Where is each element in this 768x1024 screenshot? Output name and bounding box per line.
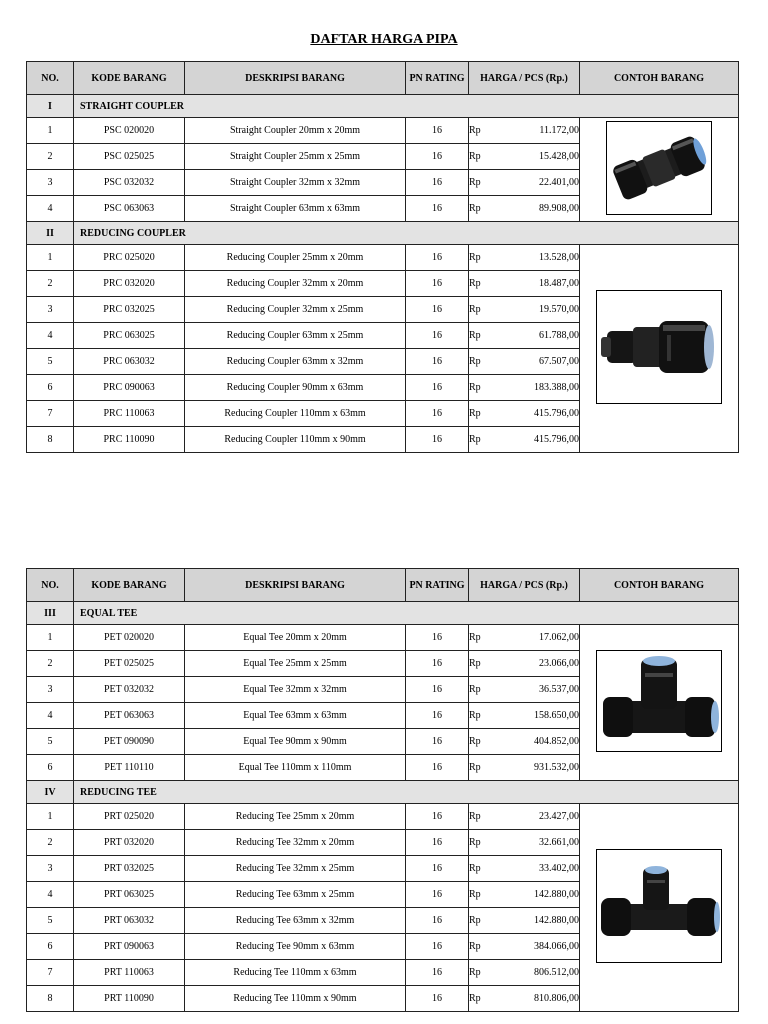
item-price (469, 651, 580, 677)
item-code: PSC 025025 (74, 144, 185, 170)
item-price (469, 144, 580, 170)
item-description: Reducing Coupler 110mm x 90mm (185, 427, 406, 453)
item-code: PET 110110 (74, 755, 185, 781)
item-description: Straight Coupler 32mm x 32mm (185, 170, 406, 196)
item-description: Reducing Coupler 32mm x 20mm (185, 271, 406, 297)
section-header (27, 781, 739, 804)
item-pn-rating: 16 (406, 703, 469, 729)
table-header (27, 569, 739, 602)
item-price (469, 118, 580, 144)
item-description: Equal Tee 110mm x 110mm (185, 755, 406, 781)
currency-label: Rp (469, 710, 481, 721)
item-code: PRC 032020 (74, 271, 185, 297)
price-amount: 806.512,00 (534, 967, 579, 978)
section-title: REDUCING COUPLER (74, 222, 739, 245)
item-no: 7 (27, 960, 74, 986)
item-no: 2 (27, 144, 74, 170)
item-price (469, 625, 580, 651)
item-pn-rating: 16 (406, 245, 469, 271)
item-description: Reducing Tee 90mm x 63mm (185, 934, 406, 960)
item-code: PRT 110063 (74, 960, 185, 986)
item-no: 3 (27, 856, 74, 882)
item-price (469, 986, 580, 1012)
item-code: PRC 032025 (74, 297, 185, 323)
section-title: EQUAL TEE (74, 602, 739, 625)
price-amount: 23.066,00 (539, 658, 579, 669)
price-amount: 19.570,00 (539, 304, 579, 315)
price-amount: 23.427,00 (539, 811, 579, 822)
item-code: PET 020020 (74, 625, 185, 651)
col-header-no: NO. (27, 62, 74, 95)
currency-label: Rp (469, 941, 481, 952)
item-code: PRC 110090 (74, 427, 185, 453)
item-price (469, 271, 580, 297)
item-price (469, 427, 580, 453)
item-pn-rating: 16 (406, 882, 469, 908)
equal-tee-icon (596, 650, 722, 752)
currency-label: Rp (469, 658, 481, 669)
item-price (469, 729, 580, 755)
price-amount: 15.428,00 (539, 151, 579, 162)
item-price (469, 856, 580, 882)
straight-coupler-icon (606, 121, 712, 215)
item-code: PET 025025 (74, 651, 185, 677)
item-no: 4 (27, 882, 74, 908)
item-description: Equal Tee 25mm x 25mm (185, 651, 406, 677)
item-price (469, 677, 580, 703)
col-header-pn-rating: PN RATING (406, 62, 469, 95)
sample-image-cell (580, 118, 739, 222)
item-code: PRT 063025 (74, 882, 185, 908)
item-pn-rating: 16 (406, 856, 469, 882)
item-price (469, 245, 580, 271)
item-description: Reducing Tee 110mm x 90mm (185, 986, 406, 1012)
item-no: 4 (27, 196, 74, 222)
item-code: PSC 063063 (74, 196, 185, 222)
item-no: 4 (27, 323, 74, 349)
item-price (469, 934, 580, 960)
item-price (469, 830, 580, 856)
col-header-description: DESKRIPSI BARANG (185, 62, 406, 95)
item-code: PRC 110063 (74, 401, 185, 427)
item-description: Reducing Coupler 110mm x 63mm (185, 401, 406, 427)
price-amount: 183.388,00 (534, 382, 579, 393)
item-code: PRT 032020 (74, 830, 185, 856)
item-pn-rating: 16 (406, 651, 469, 677)
price-amount: 11.172,00 (539, 125, 579, 136)
price-amount: 142.880,00 (534, 889, 579, 900)
section-title: REDUCING TEE (74, 781, 739, 804)
item-code: PSC 032032 (74, 170, 185, 196)
price-amount: 142.880,00 (534, 915, 579, 926)
item-description: Reducing Tee 32mm x 20mm (185, 830, 406, 856)
currency-label: Rp (469, 434, 481, 445)
item-description: Equal Tee 32mm x 32mm (185, 677, 406, 703)
section-number: IV (27, 781, 74, 804)
item-price (469, 703, 580, 729)
item-no: 7 (27, 401, 74, 427)
price-amount: 810.806,00 (534, 993, 579, 1004)
table-row (27, 118, 739, 144)
col-header-price: HARGA / PCS (Rp.) (469, 569, 580, 602)
col-header-price: HARGA / PCS (Rp.) (469, 62, 580, 95)
item-description: Reducing Tee 63mm x 32mm (185, 908, 406, 934)
price-amount: 13.528,00 (539, 252, 579, 263)
item-price (469, 349, 580, 375)
item-no: 1 (27, 804, 74, 830)
item-no: 4 (27, 703, 74, 729)
section-header (27, 95, 739, 118)
item-price (469, 960, 580, 986)
item-pn-rating: 16 (406, 118, 469, 144)
item-pn-rating: 16 (406, 144, 469, 170)
price-amount: 415.796,00 (534, 408, 579, 419)
currency-label: Rp (469, 304, 481, 315)
item-pn-rating: 16 (406, 271, 469, 297)
col-header-code: KODE BARANG (74, 569, 185, 602)
item-description: Straight Coupler 25mm x 25mm (185, 144, 406, 170)
item-price (469, 323, 580, 349)
item-price (469, 908, 580, 934)
item-description: Reducing Tee 63mm x 25mm (185, 882, 406, 908)
section-header (27, 222, 739, 245)
item-pn-rating: 16 (406, 986, 469, 1012)
item-pn-rating: 16 (406, 677, 469, 703)
currency-label: Rp (469, 356, 481, 367)
item-pn-rating: 16 (406, 908, 469, 934)
currency-label: Rp (469, 993, 481, 1004)
price-amount: 32.661,00 (539, 837, 579, 848)
item-code: PRC 063025 (74, 323, 185, 349)
item-price (469, 882, 580, 908)
currency-label: Rp (469, 408, 481, 419)
item-pn-rating: 16 (406, 729, 469, 755)
price-amount: 158.650,00 (534, 710, 579, 721)
item-pn-rating: 16 (406, 401, 469, 427)
currency-label: Rp (469, 837, 481, 848)
item-price (469, 375, 580, 401)
item-description: Reducing Tee 25mm x 20mm (185, 804, 406, 830)
item-no: 8 (27, 986, 74, 1012)
item-code: PRT 110090 (74, 986, 185, 1012)
price-amount: 33.402,00 (539, 863, 579, 874)
sample-image-cell (580, 625, 739, 781)
reducing-coupler-icon (596, 290, 722, 404)
item-no: 1 (27, 245, 74, 271)
item-pn-rating: 16 (406, 323, 469, 349)
item-code: PET 090090 (74, 729, 185, 755)
item-code: PRT 090063 (74, 934, 185, 960)
price-amount: 404.852,00 (534, 736, 579, 747)
col-header-sample: CONTOH BARANG (580, 62, 739, 95)
col-header-description: DESKRIPSI BARANG (185, 569, 406, 602)
item-price (469, 401, 580, 427)
currency-label: Rp (469, 632, 481, 643)
col-header-code: KODE BARANG (74, 62, 185, 95)
item-pn-rating: 16 (406, 375, 469, 401)
item-no: 3 (27, 170, 74, 196)
currency-label: Rp (469, 330, 481, 341)
item-code: PSC 020020 (74, 118, 185, 144)
price-amount: 18.487,00 (539, 278, 579, 289)
item-no: 6 (27, 375, 74, 401)
col-header-sample: CONTOH BARANG (580, 569, 739, 602)
item-no: 6 (27, 755, 74, 781)
price-amount: 36.537,00 (539, 684, 579, 695)
item-pn-rating: 16 (406, 830, 469, 856)
item-no: 2 (27, 830, 74, 856)
currency-label: Rp (469, 151, 481, 162)
item-description: Equal Tee 63mm x 63mm (185, 703, 406, 729)
price-table-1 (26, 61, 739, 453)
price-amount: 61.788,00 (539, 330, 579, 341)
item-no: 3 (27, 677, 74, 703)
col-header-pn-rating: PN RATING (406, 569, 469, 602)
item-price (469, 297, 580, 323)
item-no: 1 (27, 625, 74, 651)
col-header-no: NO. (27, 569, 74, 602)
section-header (27, 602, 739, 625)
item-code: PRC 063032 (74, 349, 185, 375)
price-amount: 384.066,00 (534, 941, 579, 952)
section-number: III (27, 602, 74, 625)
item-pn-rating: 16 (406, 960, 469, 986)
item-price (469, 170, 580, 196)
section-title: STRAIGHT COUPLER (74, 95, 739, 118)
price-amount: 67.507,00 (539, 356, 579, 367)
item-no: 8 (27, 427, 74, 453)
section-number: I (27, 95, 74, 118)
item-pn-rating: 16 (406, 196, 469, 222)
item-description: Reducing Coupler 25mm x 20mm (185, 245, 406, 271)
item-price (469, 755, 580, 781)
currency-label: Rp (469, 125, 481, 136)
item-pn-rating: 16 (406, 934, 469, 960)
reducing-tee-icon (596, 849, 722, 963)
price-amount: 89.908,00 (539, 203, 579, 214)
item-description: Straight Coupler 20mm x 20mm (185, 118, 406, 144)
item-pn-rating: 16 (406, 427, 469, 453)
item-description: Equal Tee 90mm x 90mm (185, 729, 406, 755)
item-pn-rating: 16 (406, 625, 469, 651)
sample-image-cell (580, 804, 739, 1012)
item-no: 5 (27, 729, 74, 755)
item-description: Straight Coupler 63mm x 63mm (185, 196, 406, 222)
item-code: PRC 025020 (74, 245, 185, 271)
item-pn-rating: 16 (406, 170, 469, 196)
item-description: Reducing Coupler 63mm x 25mm (185, 323, 406, 349)
currency-label: Rp (469, 252, 481, 263)
item-description: Reducing Tee 110mm x 63mm (185, 960, 406, 986)
table-row (27, 625, 739, 651)
item-code: PET 063063 (74, 703, 185, 729)
currency-label: Rp (469, 278, 481, 289)
price-amount: 415.796,00 (534, 434, 579, 445)
sample-image-cell (580, 245, 739, 453)
section-number: II (27, 222, 74, 245)
item-no: 3 (27, 297, 74, 323)
item-no: 2 (27, 651, 74, 677)
item-code: PRT 063032 (74, 908, 185, 934)
item-code: PRC 090063 (74, 375, 185, 401)
item-no: 5 (27, 349, 74, 375)
currency-label: Rp (469, 177, 481, 188)
currency-label: Rp (469, 889, 481, 900)
currency-label: Rp (469, 967, 481, 978)
currency-label: Rp (469, 762, 481, 773)
item-price (469, 196, 580, 222)
table-row (27, 804, 739, 830)
price-amount: 17.062,00 (539, 632, 579, 643)
currency-label: Rp (469, 915, 481, 926)
item-pn-rating: 16 (406, 804, 469, 830)
currency-label: Rp (469, 684, 481, 695)
item-pn-rating: 16 (406, 755, 469, 781)
item-price (469, 804, 580, 830)
item-code: PRT 025020 (74, 804, 185, 830)
item-pn-rating: 16 (406, 297, 469, 323)
item-description: Equal Tee 20mm x 20mm (185, 625, 406, 651)
currency-label: Rp (469, 203, 481, 214)
currency-label: Rp (469, 736, 481, 747)
item-description: Reducing Coupler 90mm x 63mm (185, 375, 406, 401)
item-no: 6 (27, 934, 74, 960)
item-description: Reducing Coupler 32mm x 25mm (185, 297, 406, 323)
item-code: PET 032032 (74, 677, 185, 703)
item-no: 2 (27, 271, 74, 297)
item-pn-rating: 16 (406, 349, 469, 375)
item-description: Reducing Tee 32mm x 25mm (185, 856, 406, 882)
item-no: 5 (27, 908, 74, 934)
item-no: 1 (27, 118, 74, 144)
item-code: PRT 032025 (74, 856, 185, 882)
table-row (27, 245, 739, 271)
currency-label: Rp (469, 382, 481, 393)
price-amount: 931.532,00 (534, 762, 579, 773)
price-table-2 (26, 568, 739, 1012)
price-amount: 22.401,00 (539, 177, 579, 188)
currency-label: Rp (469, 811, 481, 822)
item-description: Reducing Coupler 63mm x 32mm (185, 349, 406, 375)
page-title: DAFTAR HARGA PIPA (310, 32, 458, 47)
currency-label: Rp (469, 863, 481, 874)
table-header (27, 62, 739, 95)
